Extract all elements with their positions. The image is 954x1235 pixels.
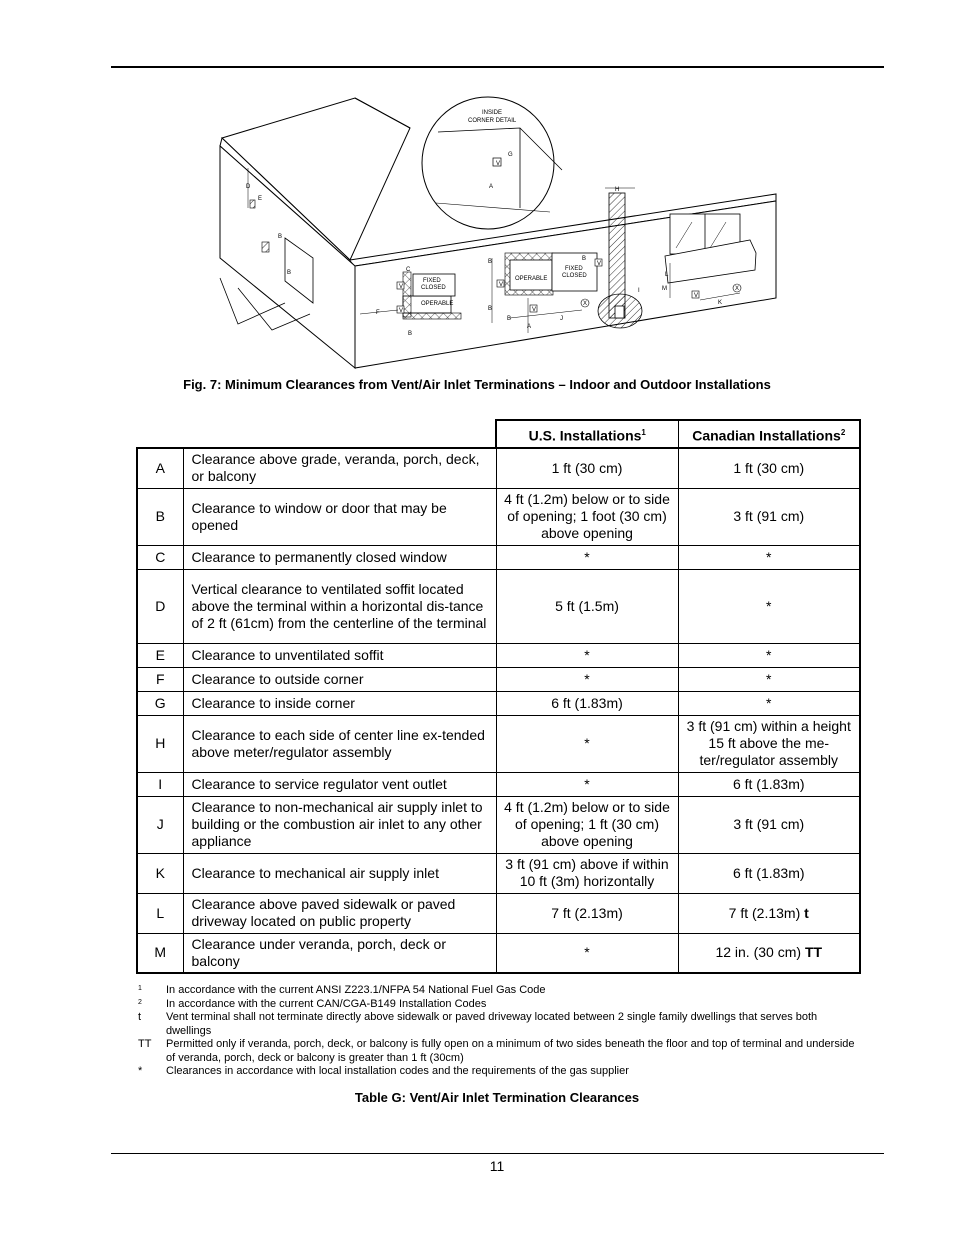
table-row — [137, 667, 860, 691]
svg-text:V: V — [496, 161, 501, 167]
row-letter: C — [137, 545, 183, 569]
row-canada-value: * — [678, 667, 860, 691]
svg-text:J: J — [560, 316, 563, 322]
row-description: Clearance to outside corner — [183, 667, 496, 691]
svg-text:A: A — [527, 324, 532, 330]
row-description: Clearance to each side of center line ex-tended above meter/regulator assembly — [183, 715, 496, 772]
footnote: * Clearances in accordance with local installation codes and the requirements of the gas supplier — [138, 1065, 629, 1077]
row-canada-value: * — [678, 545, 860, 569]
table-header-row — [137, 420, 860, 448]
row-canada-value: 3 ft (91 cm) — [678, 488, 860, 545]
svg-text:B: B — [582, 256, 587, 262]
svg-text:V: V — [694, 293, 699, 299]
svg-text:F: F — [376, 310, 380, 316]
row-description: Clearance to unventilated soffit — [183, 643, 496, 667]
svg-text:M: M — [662, 286, 667, 292]
table-body — [137, 448, 860, 973]
table-row — [137, 488, 860, 545]
row-us-value: * — [496, 772, 678, 796]
row-us-value: 7 ft (2.13m) — [496, 893, 678, 933]
row-canada-value: 3 ft (91 cm) — [678, 796, 860, 853]
svg-text:V: V — [597, 261, 602, 267]
svg-text:V: V — [399, 284, 404, 290]
svg-text:K: K — [718, 300, 723, 306]
table-row — [137, 643, 860, 667]
table-row — [137, 448, 860, 488]
svg-text:E: E — [258, 196, 263, 202]
table-row — [137, 569, 860, 643]
row-us-value: * — [496, 643, 678, 667]
svg-text:D: D — [246, 184, 251, 190]
row-description: Clearance to service regulator vent outlet — [183, 772, 496, 796]
svg-text:B: B — [488, 259, 493, 265]
row-letter: I — [137, 772, 183, 796]
inset-title-1: INSIDE — [482, 110, 503, 116]
row-us-value: * — [496, 545, 678, 569]
row-description: Clearance to window or door that may be opened — [183, 488, 496, 545]
row-us-value: * — [496, 667, 678, 691]
svg-text:B: B — [278, 234, 283, 240]
header-canada: Canadian Installations$^2$ — [678, 420, 860, 448]
row-letter: H — [137, 715, 183, 772]
row-letter: F — [137, 667, 183, 691]
canada-footnote-mark: TT — [804, 944, 823, 961]
table-caption: Table G: Vent/Air Inlet Termination Clearances — [354, 1090, 640, 1105]
row-description: Clearance above paved sidewalk or paved driveway located on public property — [183, 893, 496, 933]
row-us-value: 5 ft (1.5m) — [496, 569, 678, 643]
row-us-value: 4 ft (1.2m) below or to side of opening; 1 foot (30 cm) above opening — [496, 488, 678, 545]
row-canada-value: 3 ft (91 cm) within a height 15 ft above the me-ter/regulator assembly — [678, 715, 860, 772]
footnote: t Vent terminal shall not terminate directly above sidewalk or paved driveway located between 2 single family dwellings that serves both dwellings — [138, 1011, 818, 1037]
label-closed-2: CLOSED — [562, 273, 587, 279]
footnote: 2 In accordance with the current CAN/CGA-B149 Installation Codes — [138, 997, 487, 1010]
row-canada-value: 12 in. (30 cm) TT — [678, 933, 860, 973]
row-description: Clearance to inside corner — [183, 691, 496, 715]
row-canada-value: * — [678, 569, 860, 643]
footnote: 1 In accordance with the current ANSI Z223.1/NFPA 54 National Fuel Gas Code — [138, 984, 546, 996]
table-row — [137, 853, 860, 893]
row-description: Clearance to mechanical air supply inlet — [183, 853, 496, 893]
row-letter: B — [137, 488, 183, 545]
row-description: Clearance to permanently closed window — [183, 545, 496, 569]
svg-text:H: H — [615, 187, 620, 193]
svg-text:V: V — [532, 307, 537, 313]
clearance-figure — [210, 88, 785, 373]
svg-text:V: V — [399, 308, 404, 314]
svg-text:B: B — [488, 306, 493, 312]
svg-text:I: I — [638, 288, 640, 294]
label-closed-1: CLOSED — [421, 285, 446, 291]
row-canada-value: 1 ft (30 cm) — [678, 448, 860, 488]
row-canada-value: * — [678, 691, 860, 715]
figure-caption: Fig. 7: Minimum Clearances from Vent/Air Inlet Terminations – Indoor and Outdoor Installations — [183, 377, 771, 392]
label-operable-2: OPERABLE — [515, 276, 548, 282]
table-row — [137, 933, 860, 973]
row-letter: A — [137, 448, 183, 488]
svg-text:C: C — [406, 267, 411, 273]
row-canada-value: * — [678, 643, 860, 667]
row-us-value: 6 ft (1.83m) — [496, 691, 678, 715]
row-description: Clearance above grade, veranda, porch, deck, or balcony — [183, 448, 496, 488]
footnotes — [138, 984, 858, 1079]
row-us-value: 3 ft (91 cm) above if within 10 ft (3m) horizontally — [496, 853, 678, 893]
header-us: U.S. Installations$^1$ — [496, 420, 678, 448]
row-letter: L — [137, 893, 183, 933]
label-operable-1: OPERABLE — [421, 301, 454, 307]
row-letter: K — [137, 853, 183, 893]
header-blank — [137, 420, 496, 448]
house-diagram — [210, 88, 785, 373]
svg-text:B: B — [408, 331, 413, 337]
row-letter: E — [137, 643, 183, 667]
table-row — [137, 796, 860, 853]
row-letter: J — [137, 796, 183, 853]
row-canada-value: 7 ft (2.13m) t — [678, 893, 860, 933]
row-canada-value: 6 ft (1.83m) — [678, 853, 860, 893]
table-row — [137, 772, 860, 796]
svg-text:L: L — [665, 272, 669, 278]
label-fixed-2: FIXED — [565, 266, 583, 272]
canada-footnote-mark: t — [804, 904, 809, 921]
footer-rule — [111, 1153, 884, 1154]
table-row — [137, 715, 860, 772]
svg-text:X: X — [583, 301, 588, 307]
row-us-value: * — [496, 715, 678, 772]
clearance-table — [136, 419, 861, 974]
inset-title-2: CORNER DETAIL — [468, 118, 517, 124]
page-number: 11 — [489, 1158, 505, 1174]
row-letter: G — [137, 691, 183, 715]
row-description: Vertical clearance to ventilated soffit located above the terminal within a horizontal dis-tance of 2 ft (61cm) from the centerline of the terminal — [183, 569, 496, 643]
row-canada-value: 6 ft (1.83m) — [678, 772, 860, 796]
table-row — [137, 893, 860, 933]
svg-text:B: B — [507, 316, 512, 322]
header-rule — [111, 66, 884, 68]
row-us-value: 4 ft (1.2m) below or to side of opening; 1 ft (30 cm) above opening — [496, 796, 678, 853]
table-row — [137, 691, 860, 715]
svg-text:V: V — [499, 282, 504, 288]
svg-text:G: G — [508, 152, 513, 158]
svg-text:A: A — [489, 184, 494, 190]
row-letter: D — [137, 569, 183, 643]
table-row — [137, 545, 860, 569]
svg-text:B: B — [287, 270, 292, 276]
row-description: Clearance under veranda, porch, deck or balcony — [183, 933, 496, 973]
row-letter: M — [137, 933, 183, 973]
label-fixed-1: FIXED — [423, 278, 441, 284]
footnote: TT Permitted only if veranda, porch, deck, or balcony is fully open on a minimum of two sides beneath the floor and top of terminal and underside of veranda, porch, deck or balcony is greater than 1 ft (30cm) — [138, 1038, 855, 1064]
row-us-value: 1 ft (30 cm) — [496, 448, 678, 488]
row-us-value: * — [496, 933, 678, 973]
svg-text:X: X — [735, 286, 740, 292]
row-description: Clearance to non-mechanical air supply inlet to building or the combustion air inlet to any other appliance — [183, 796, 496, 853]
